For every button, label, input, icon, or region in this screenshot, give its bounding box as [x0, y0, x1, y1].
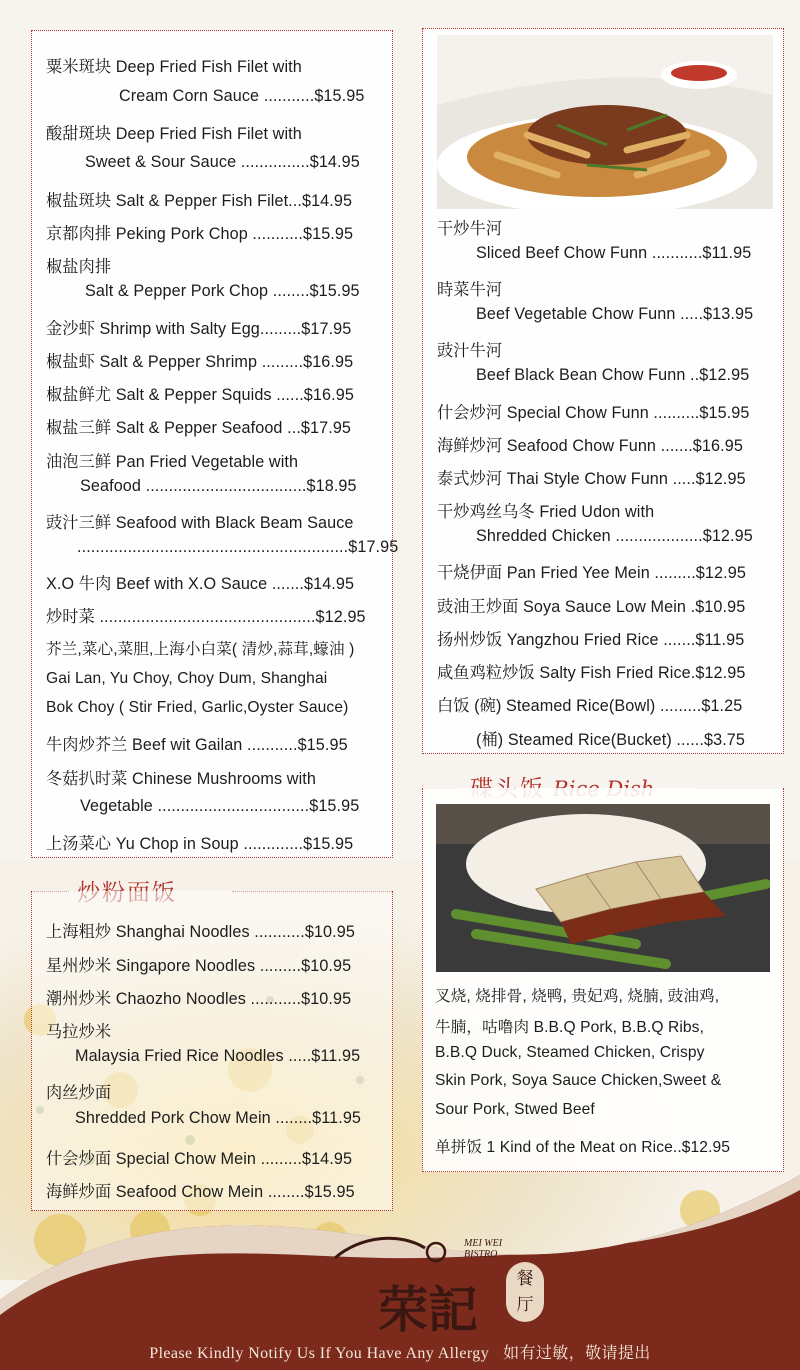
- menu-item: Salt & Pepper Pork Chop ........$15.95: [85, 282, 360, 300]
- menu-item: B.B.Q Duck, Steamed Chicken, Crispy: [435, 1044, 705, 1061]
- menu-item: 干烧伊面 Pan Fried Yee Mein .........$12.95: [437, 564, 746, 582]
- logo-english-line: BISTRO: [464, 1249, 498, 1260]
- menu-item: 椒盐肉排: [46, 258, 112, 276]
- menu-item: Bok Choy ( Stir Fried, Garlic,Oyster Sauce): [46, 699, 349, 716]
- menu-item: 扬州炒饭 Yangzhou Fried Rice .......$11.95: [437, 631, 745, 649]
- logo-english-line: MEI WEI: [464, 1238, 503, 1249]
- menu-item: 上汤菜心 Yu Chop in Soup .............$15.95: [46, 835, 354, 853]
- menu-item: 海鲜炒面 Seafood Chow Mein ........$15.95: [46, 1183, 355, 1201]
- menu-item: 冬菇扒时菜 Chinese Mushrooms with: [46, 770, 316, 788]
- roast-duck-photo: [436, 804, 770, 972]
- menu-item: 牛腩，咕噜肉 B.B.Q Pork, B.B.Q Ribs,: [435, 1019, 705, 1036]
- menu-item: 星州炒米 Singapore Noodles .........$10.95: [46, 957, 352, 975]
- menu-item: 豉汁牛河: [437, 342, 503, 360]
- menu-item: 椒盐虾 Salt & Pepper Shrimp .........$16.95: [46, 353, 354, 371]
- menu-item: 金沙虾 Shrimp with Salty Egg.........$17.95: [46, 320, 352, 338]
- menu-item: Beef Vegetable Chow Funn .....$13.95: [476, 305, 754, 323]
- noodle-menu-box: [31, 891, 393, 1211]
- menu-item: 什会炒面 Special Chow Mein .........$14.95: [46, 1150, 353, 1168]
- menu-item: Cream Corn Sauce ...........$15.95: [119, 87, 365, 105]
- right-menu-box: [422, 28, 784, 754]
- menu-item: 豉汁三鲜 Seafood with Black Beam Sauce: [46, 514, 354, 532]
- rice-menu-box: [422, 788, 784, 1172]
- menu-item: 肉丝炒面: [46, 1084, 112, 1102]
- menu-item: X.O 牛肉 Beef with X.O Sauce .......$14.95: [46, 575, 355, 593]
- menu-item: Sour Pork, Stwed Beef: [435, 1101, 595, 1118]
- menu-item: Shredded Chicken ...................$12.95: [476, 527, 753, 545]
- menu-item: 酸甜斑块 Deep Fried Fish Filet with: [46, 125, 302, 143]
- left-menu-box: [31, 30, 399, 858]
- menu-item: Seafood ...................................$18.95: [80, 477, 357, 495]
- restaurant-logo: 荣記: [378, 1280, 478, 1339]
- chow-funn-photo: [437, 35, 773, 209]
- logo-seal-char: 厅: [516, 1295, 534, 1315]
- menu-item: 咸鱼鸡粒炒饭 Salty Fish Fried Rice.$12.95: [437, 664, 746, 682]
- allergy-notice: [0, 1340, 800, 1363]
- logo-english: [464, 1238, 502, 1260]
- menu-item: 上海粗炒 Shanghai Noodles ...........$10.95: [46, 923, 355, 941]
- menu-item: 椒盐三鲜 Salt & Pepper Seafood ...$17.95: [46, 419, 352, 437]
- menu-item: 单拼饭 1 Kind of the Meat on Rice..$12.95: [435, 1139, 731, 1156]
- menu-item: 海鲜炒河 Seafood Chow Funn .......$16.95: [437, 437, 743, 455]
- menu-item: 干炒牛河: [437, 220, 503, 238]
- menu-item: Beef Black Bean Chow Funn ..$12.95: [476, 366, 750, 384]
- menu-item: 马拉炒米: [46, 1023, 112, 1041]
- allergy-notice-cn: 如有过敏，敬请提出: [503, 1345, 651, 1362]
- menu-item: 京都肉排 Peking Pork Chop ...........$15.95: [46, 225, 354, 243]
- menu-item: 炒时菜 ...............................................$12.95: [46, 608, 366, 626]
- menu-item: 椒盐鲜尤 Salt & Pepper Squids ......$16.95: [46, 386, 354, 404]
- menu-item: 潮州炒米 Chaozho Noodles ...........$10.95: [46, 990, 352, 1008]
- allergy-notice-en: Please Kindly Notify Us If You Have Any Allergy: [149, 1345, 490, 1362]
- logo-seal: [506, 1262, 544, 1322]
- menu-item: Sweet & Sour Sauce ...............$14.95: [85, 153, 360, 171]
- menu-item: Sliced Beef Chow Funn ...........$11.95: [476, 244, 752, 262]
- menu-item: 白饭 (碗) Steamed Rice(Bowl) .........$1.25: [437, 697, 743, 715]
- menu-item: (桶) Steamed Rice(Bucket) ......$3.75: [476, 731, 745, 749]
- logo-seal-char: 餐: [516, 1269, 534, 1289]
- menu-item: Gai Lan, Yu Choy, Choy Dum, Shanghai: [46, 670, 328, 687]
- menu-item: Shredded Pork Chow Mein ........$11.95: [75, 1109, 362, 1127]
- menu-item: 泰式炒河 Thai Style Chow Funn .....$12.95: [437, 470, 746, 488]
- menu-item: 粟米斑块 Deep Fried Fish Filet with: [46, 58, 302, 76]
- menu-item: Malaysia Fried Rice Noodles .....$11.95: [75, 1047, 361, 1065]
- menu-item: 牛肉炒芥兰 Beef wit Gailan ...........$15.95: [46, 736, 348, 754]
- menu-item: Vegetable .................................$15.95: [80, 797, 360, 815]
- menu-item: 椒盐斑块 Salt & Pepper Fish Filet...$14.95: [46, 192, 353, 210]
- menu-item: 什会炒河 Special Chow Funn ..........$15.95: [437, 404, 750, 422]
- menu-item: 叉烧, 烧排骨, 烧鸭, 贵妃鸡, 烧腩, 豉油鸡,: [435, 988, 720, 1005]
- menu-item: 豉油王炒面 Soya Sauce Low Mein .$10.95: [437, 598, 746, 616]
- menu-item: 干炒鸡丝乌冬 Fried Udon with: [437, 503, 655, 521]
- menu-item: 時菜牛河: [437, 281, 503, 299]
- menu-item: 油泡三鲜 Pan Fried Vegetable with: [46, 453, 299, 471]
- menu-item: 芥兰,菜心,菜胆,上海小白菜( 清炒,蒜茸,蠔油 ): [46, 641, 355, 658]
- menu-item: Skin Pork, Soya Sauce Chicken,Sweet &: [435, 1072, 722, 1089]
- menu-item: ...........................................................$17.95: [77, 538, 399, 556]
